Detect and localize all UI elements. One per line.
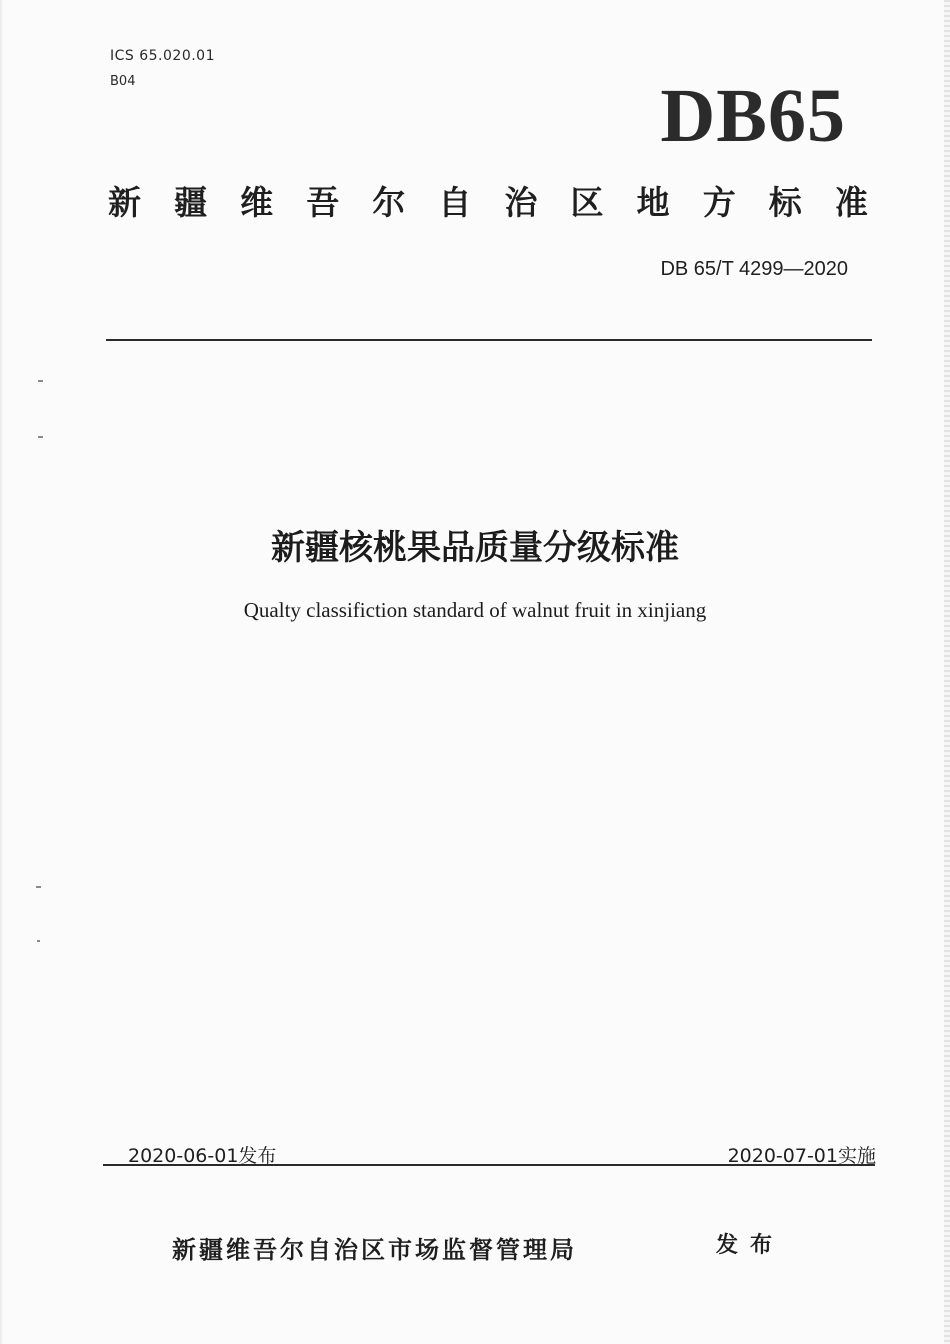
publish-date-label: 发布: [238, 1145, 277, 1167]
standard-number: DB 65/T 4299—2020: [660, 258, 848, 280]
standard-type-char: 新: [108, 183, 141, 222]
publish-date-value: 2020-06-01: [128, 1145, 239, 1167]
top-divider: [106, 339, 872, 341]
standard-type-char: 方: [702, 183, 736, 222]
ics-code: ICS 65.020.01: [110, 48, 215, 64]
standard-type-char: 吾: [306, 183, 340, 222]
standard-logo: DB65: [660, 74, 846, 158]
scan-speck: [38, 380, 43, 382]
scan-edge-left: [0, 0, 3, 1344]
effective-date-value: 2020-07-01: [727, 1145, 838, 1167]
standard-type-char: 维: [240, 183, 274, 222]
standard-type-char: 准: [834, 183, 868, 222]
standard-type-char: 自: [438, 183, 472, 222]
issuing-authority: 新疆维吾尔自治区市场监督管理局: [172, 1236, 577, 1264]
standard-type-char: 尔: [372, 183, 406, 222]
effective-date-label: 实施: [837, 1145, 876, 1167]
scan-speck: [37, 940, 40, 942]
document-title-chinese: 新疆核桃果品质量分级标准: [271, 528, 679, 568]
scan-edge-right: [944, 0, 950, 1344]
standard-type-char: 疆: [174, 183, 208, 222]
standard-type-char: 治: [504, 183, 538, 222]
document-title-english: Qualty classifiction standard of walnut fruit in xinjiang: [243, 598, 707, 622]
ccs-code: B04: [110, 74, 136, 89]
standard-type-heading: [108, 183, 868, 222]
standard-type-char: 标: [768, 183, 802, 222]
standard-type-char: 地: [636, 183, 670, 222]
scan-speck: [36, 886, 41, 888]
standard-type-char: 区: [570, 183, 604, 222]
issue-label: 发布: [716, 1233, 785, 1258]
bottom-divider: [103, 1164, 875, 1166]
scan-speck: [38, 436, 43, 438]
